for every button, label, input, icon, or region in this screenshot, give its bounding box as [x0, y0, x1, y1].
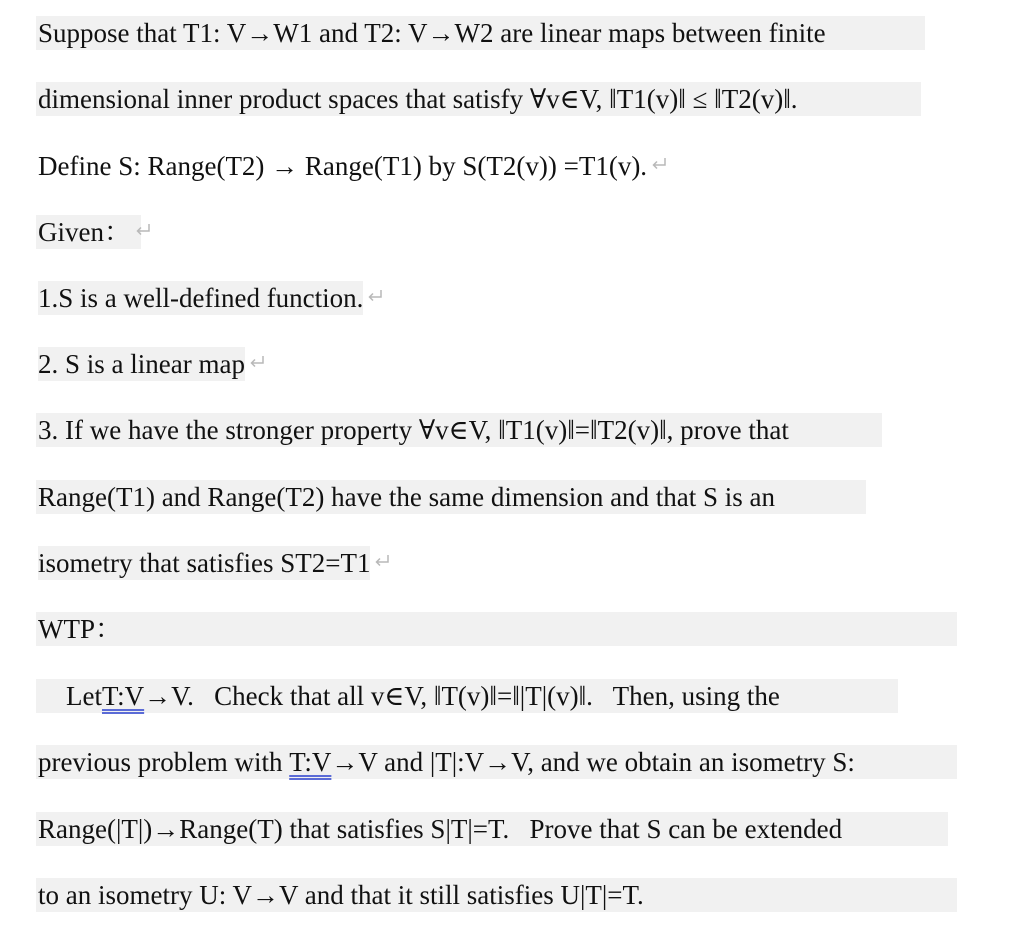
- paragraph-line: [36, 546, 392, 580]
- paragraph-mark-icon: [374, 554, 390, 568]
- text-run: Given：: [38, 217, 131, 247]
- text-run: previous problem with: [38, 747, 290, 777]
- paragraph-line: [36, 16, 925, 50]
- text-run: 2. S is a linear map: [38, 349, 245, 379]
- paragraph-mark-icon: [651, 157, 667, 171]
- spellcheck-underlined-text: T:V: [289, 747, 332, 777]
- paragraph-mark-icon: [367, 289, 383, 303]
- paragraph-line: [36, 745, 957, 779]
- paragraph-line: [36, 878, 957, 912]
- text-run: WTP：: [38, 614, 122, 644]
- text-run: →V and |T|:V→V, and we obtain an isometry S:: [331, 747, 855, 777]
- text-run: Range(T1) and Range(T2) have the same dimension and that S is an: [38, 482, 776, 512]
- paragraph-line: [36, 281, 385, 315]
- text-run: Suppose that T1: V→W1 and T2: V→W2 are linear maps between finite: [38, 18, 826, 48]
- paragraph-line: [36, 82, 921, 116]
- paragraph-mark-icon: [249, 355, 265, 369]
- text-run: Range(|T|)→Range(T) that satisfies S|T|=T. Prove that S can be extended: [38, 814, 843, 844]
- text-run: 1.S is a well-defined function.: [38, 283, 364, 313]
- paragraph-mark-icon: [135, 223, 151, 237]
- paragraph-line: [36, 679, 898, 713]
- text-run: →V. Check that all v∈V, ‖T(v)‖=‖|T|(v)‖. Then, using the: [144, 681, 780, 711]
- text-run: 3. If we have the stronger property ∀v∈V, ‖T1(v)‖=‖T2(v)‖, prove that: [38, 415, 789, 445]
- text-run: to an isometry U: V→V and that it still satisfies U|T|=T.: [38, 880, 644, 910]
- text-run: Let: [66, 681, 102, 711]
- paragraph-line: [36, 812, 948, 846]
- paragraph-line: [36, 612, 957, 646]
- paragraph-line: [36, 149, 669, 183]
- paragraph-line: [36, 347, 267, 381]
- paragraph-line: [36, 480, 866, 514]
- text-run: Define S: Range(T2) → Range(T1) by S(T2(v)) =T1(v).: [38, 151, 648, 181]
- paragraph-line: [36, 413, 882, 447]
- text-run: isometry that satisfies ST2=T1: [38, 548, 371, 578]
- text-run: dimensional inner product spaces that satisfy ∀v∈V, ‖T1(v)‖ ≤ ‖T2(v)‖.: [38, 84, 798, 114]
- paragraph-line: [36, 215, 141, 249]
- spellcheck-underlined-text: T:V: [101, 681, 145, 711]
